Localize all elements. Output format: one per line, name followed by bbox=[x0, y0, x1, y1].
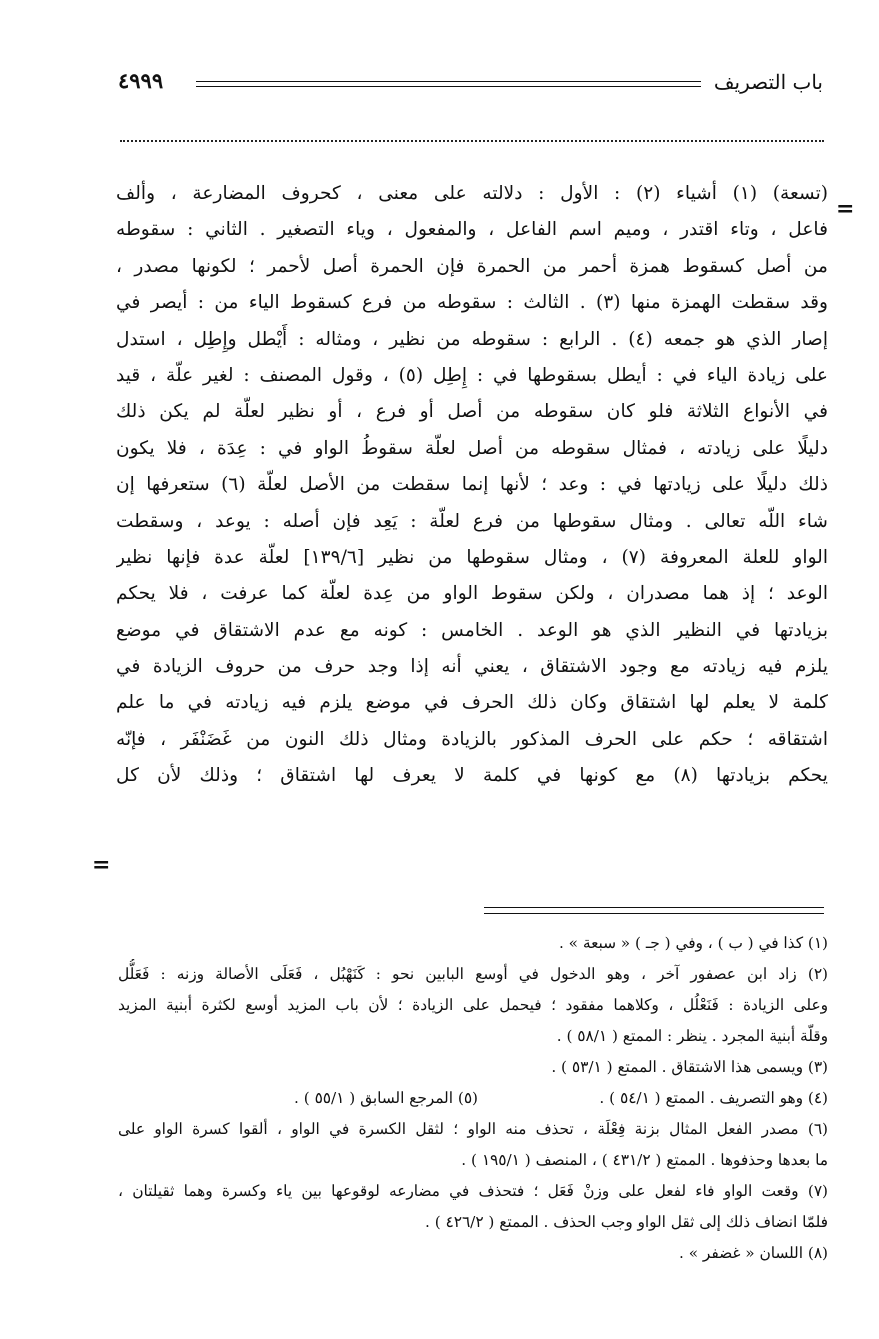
footnote-5: (٥) المرجع السابق ( ٥٥/١ ) . bbox=[294, 1089, 478, 1107]
header-rule-top bbox=[196, 81, 701, 82]
page-number: ٤٩٩٩ bbox=[118, 68, 164, 93]
footnote-rule-bottom bbox=[484, 913, 824, 914]
text-line: الوعد ؛ إذ هما مصدران ، ولكن سقوط الواو من عِدة لعلّة كما عرفت ، فلا يحكم bbox=[116, 583, 828, 605]
text-line: دليلًا على زيادته ، فمثال سقوطه من أصل لعلّة سقوطُ الواو في : عِدَة ، فلا يكون bbox=[116, 437, 828, 459]
text-line: من أصل كسقوط همزة أحمر من الحمرة فإن الحمرة أصل لأحمر ؛ لكونها مصدر ، bbox=[116, 255, 828, 277]
text-line: في الأنواع الثلاثة فلو كان سقوطه من أصل أو فرع ، أو نظير لعلّة لم يكن ذلك bbox=[116, 401, 828, 423]
text-line: اشتقاقه ؛ حكم على الحرف المذكور بالزيادة ومثال ذلك النون من غَضَنْفَر ، فإنّه bbox=[116, 728, 828, 750]
footnote-7: (٧) وقعت الواو فاء لفعل على وزنْ فَعَل ؛ فتحذف في مضارعه لوقوعها بين ياء وكسرة وهما ثقيلتان ، bbox=[118, 1182, 828, 1200]
dotted-separator bbox=[120, 140, 824, 152]
footnote-6-cont: ما بعدها وحذفوها . الممتع ( ٤٣١/٢ ) ، المنصف ( ١٩٥/١ ) . bbox=[461, 1151, 828, 1169]
header-rule-bottom bbox=[196, 86, 701, 87]
text-line: بزيادتها في النظير الذي هو الوعد . الخامس : كونه مع عدم الاشتقاق في موضع bbox=[116, 619, 828, 641]
running-header bbox=[118, 68, 823, 102]
main-text bbox=[116, 176, 828, 795]
text-line: فاعل ، وتاء اقتدر ، وميم اسم الفاعل ، والمفعول ، وياء التصغير . الثاني : سقوطه bbox=[116, 219, 828, 241]
continuation-mark-end: = bbox=[92, 852, 111, 878]
footnote-2-cont: وقلّة أبنية المجرد . ينظر : الممتع ( ٥٨/١ ) . bbox=[556, 1027, 828, 1045]
footnote-row-4-5 bbox=[118, 1083, 828, 1114]
text-line: وقد سقطت الهمزة منها (٣) . الثالث : سقوطه من فرع كسقوط الياء من : أيصر في bbox=[116, 292, 828, 314]
text-line: الواو للعلة المعروفة (٧) ، ومثال سقوطها من نظير [١٣٩/٦] لعلّة عدة فإنها نظير bbox=[116, 546, 828, 568]
continuation-mark-start: = bbox=[836, 196, 855, 222]
text-line: كلمة لا يعلم لها اشتقاق وكان ذلك الحرف في موضع يلزم فيه زيادته في ما علم bbox=[116, 692, 828, 714]
text-line: ذلك دليلًا على زيادتها في : وعد ؛ لأنها إنما سقطت من الأصل لعلّة (٦) ستعرفها إن bbox=[116, 474, 828, 496]
text-line: شاء اللّه تعالى . ومثال سقوطها من فرع لعلّة : يَعِد فإن أصله : يوعد ، وسقطت bbox=[116, 510, 828, 532]
text-line: على زيادة الياء في : أيطل بسقوطها في : إِطِل (٥) ، وقول المصنف : لغير علّة ، قيد bbox=[116, 364, 828, 386]
footnote-6: (٦) مصدر الفعل المثال بزنة فِعْلَة ، تحذف منه الواو ؛ لثقل الكسرة في الواو ، ألقوا كسرة الواو على bbox=[118, 1120, 828, 1138]
text-line: (تسعة) (١) أشياء (٢) : الأول : دلالته على معنى ، كحروف المضارعة ، وألف bbox=[116, 183, 828, 204]
text-line: يلزم فيه زيادته مع وجود الاشتقاق ، يعني أنه إذا وجد حرف من حروف الزيادة في bbox=[116, 656, 828, 678]
text-line: يحكم بزيادتها (٨) مع كونها في كلمة لا يعرف لها اشتقاق ؛ وذلك لأن كل bbox=[116, 765, 828, 787]
footnote-rule-top bbox=[484, 907, 824, 908]
footnote-2-cont: وعلى الزيادة : فَنَعْلُل ، وكلاهما مفقود ؛ فيحمل على الزيادة ؛ لأن باب المزيد أوسع لكثرة أبنية المزيد bbox=[118, 996, 828, 1014]
footnote-1: (١) كذا في ( ب ) ، وفي ( جـ ) « سبعة » . bbox=[558, 934, 828, 952]
footnotes bbox=[118, 928, 828, 1269]
footnote-3: (٣) ويسمى هذا الاشتقاق . الممتع ( ٥٣/١ ) . bbox=[551, 1058, 828, 1076]
footnote-4: (٤) وهو التصريف . الممتع ( ٥٤/١ ) . bbox=[599, 1089, 828, 1107]
footnote-2: (٢) زاد ابن عصفور آخر ، وهو الدخول في أوسع البابين نحو : كَنَهْبُل ، فَعَلَى الأصالة وزنه : فَعَلُّل bbox=[118, 965, 828, 983]
chapter-title: باب التصريف bbox=[713, 70, 823, 94]
footnote-8: (٨) اللسان « غضفر » . bbox=[678, 1244, 828, 1262]
text-line: إصار الذي هو جمعه (٤) . الرابع : سقوطه من نظير ، ومثاله : أَيْطل وإِطِل ، استدل bbox=[116, 328, 828, 350]
footnote-7-cont: فلمّا انضاف ذلك إلى ثقل الواو وجب الحذف . الممتع ( ٤٢٦/٢ ) . bbox=[424, 1213, 828, 1231]
